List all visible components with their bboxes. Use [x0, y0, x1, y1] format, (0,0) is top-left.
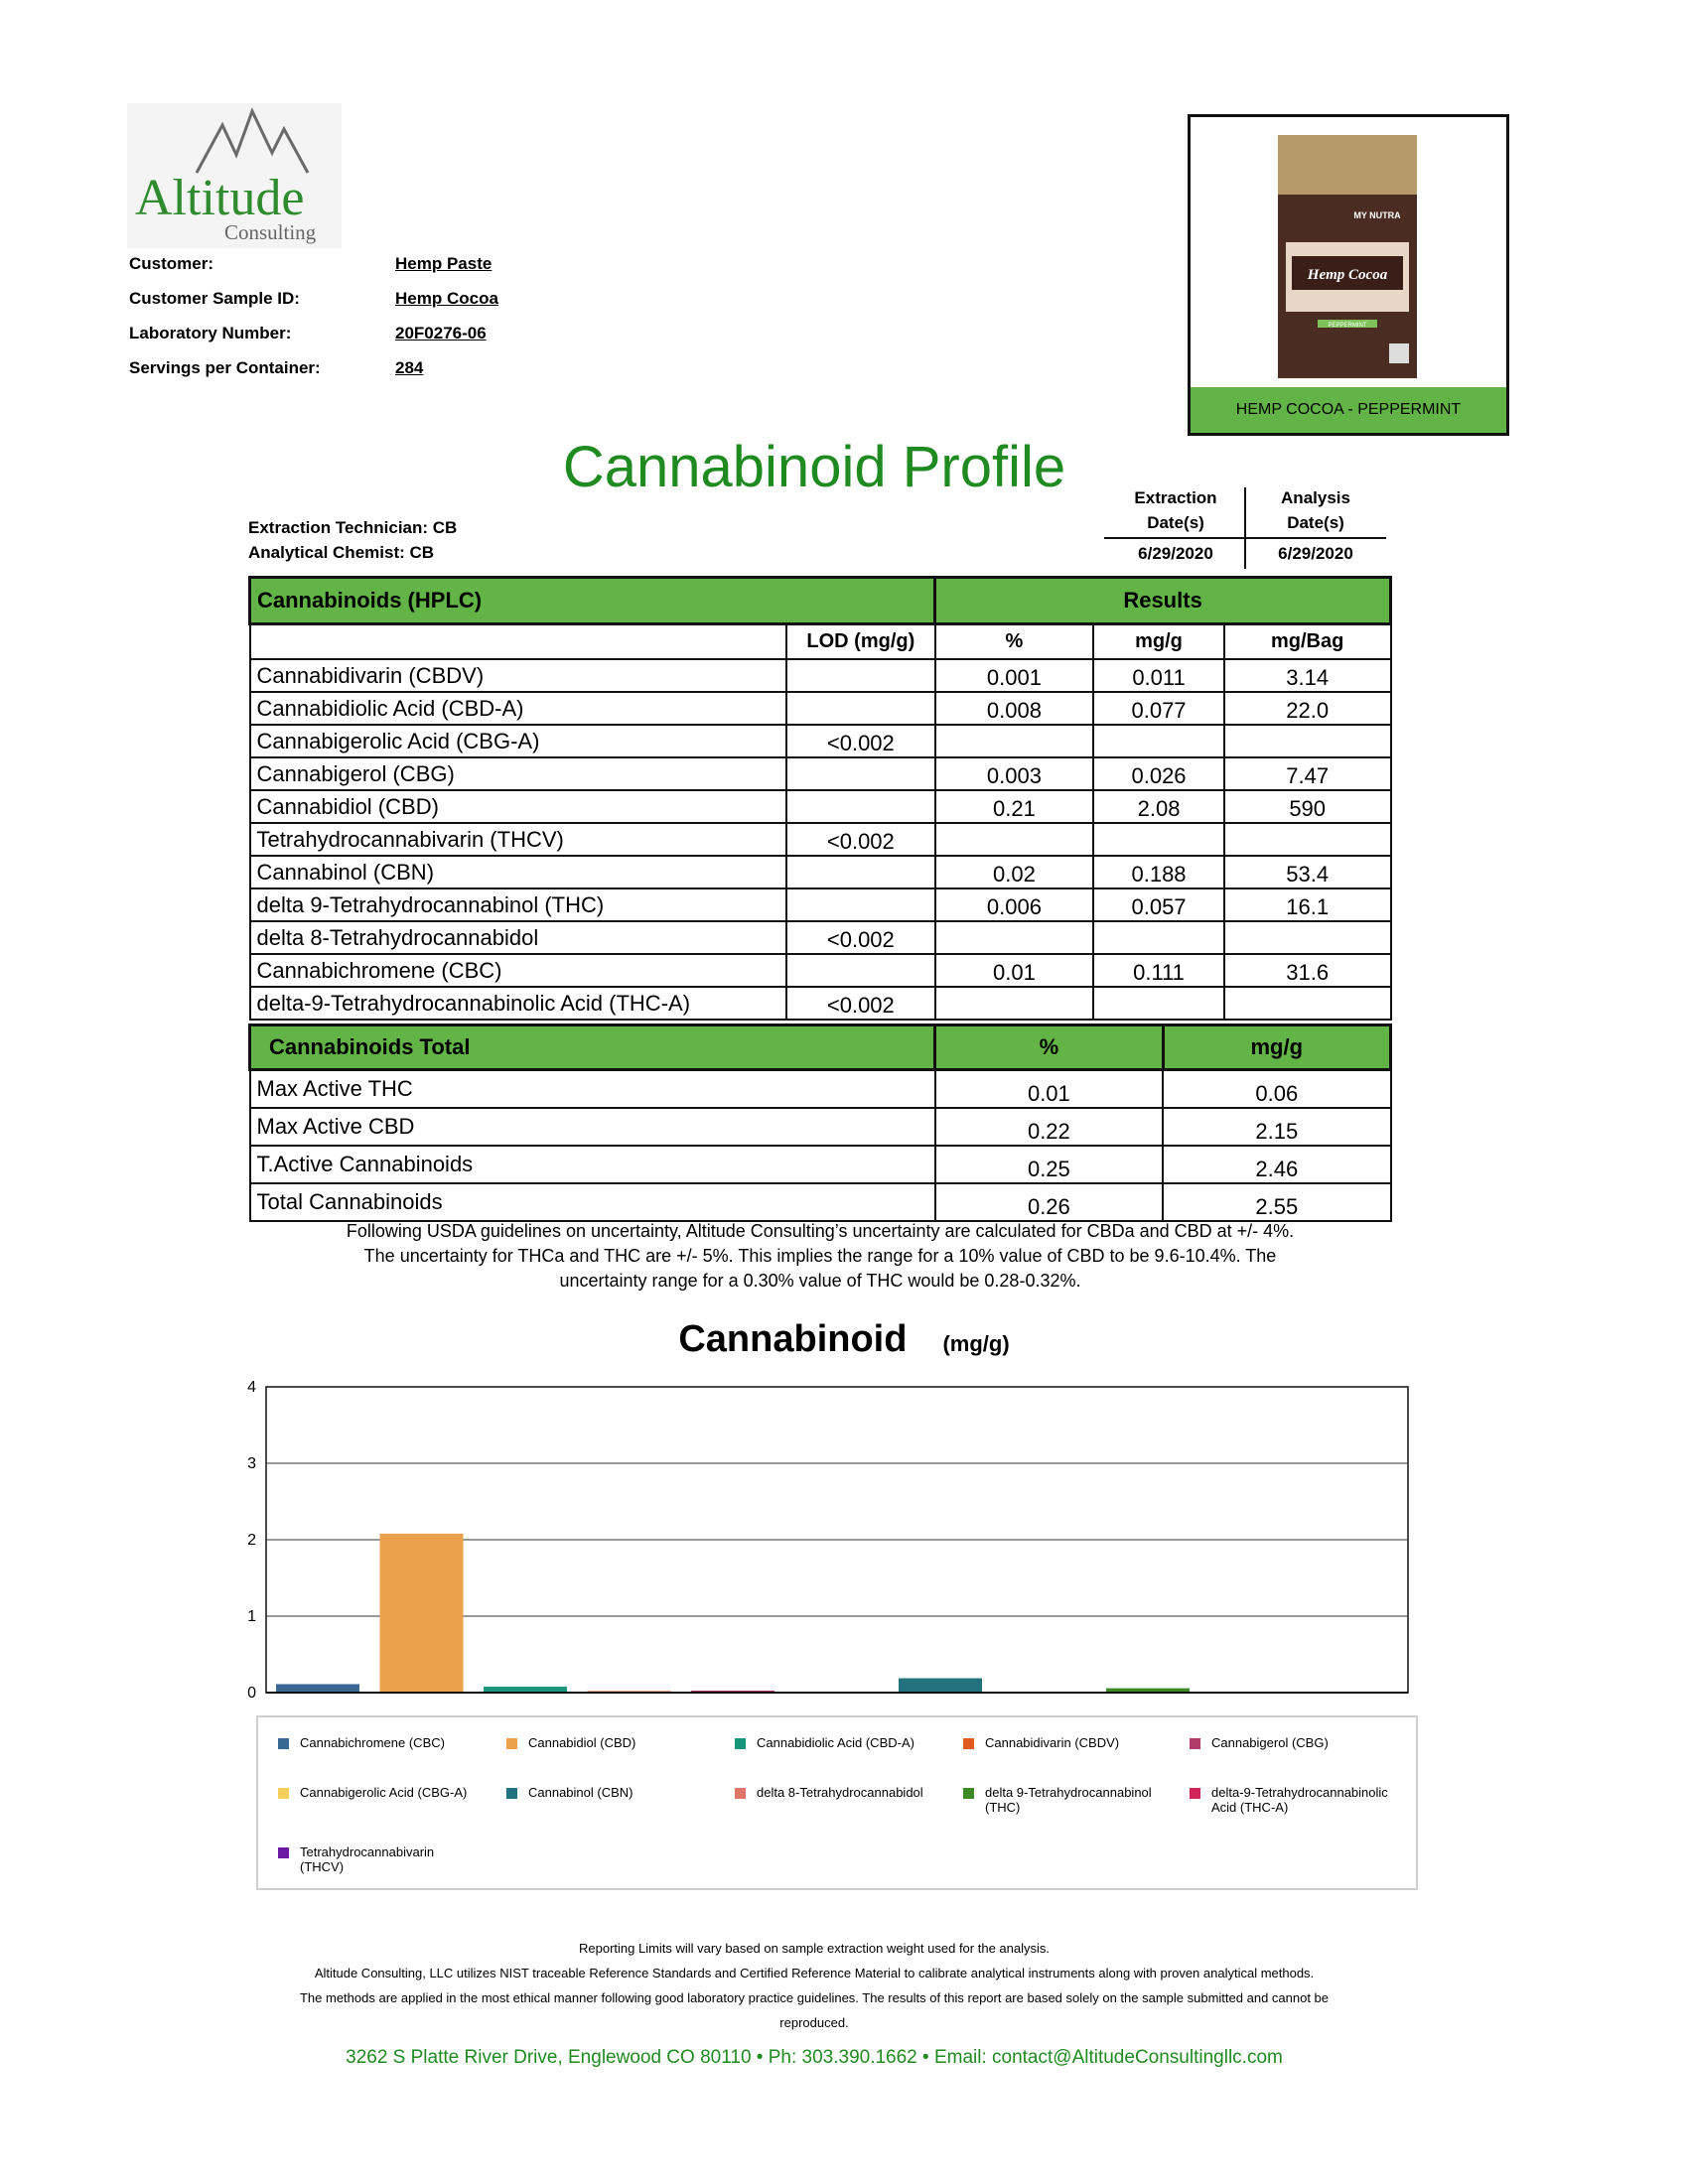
total-percent: 0.01: [935, 1070, 1163, 1109]
mountain-icon: [193, 107, 312, 177]
total-name: Max Active THC: [250, 1070, 935, 1109]
table-header-row: [250, 578, 1391, 624]
footer-address: 3262 S Platte River Drive, Englewood CO 80110 • Ph: 303.390.1662 • Email: contact@AltitudeConsultingllc.com: [346, 2047, 1283, 2068]
chart-units: (mg/g): [942, 1331, 1010, 1356]
y-tick-label: 0: [247, 1685, 256, 1702]
legend-label: [528, 1735, 635, 1750]
mg-per-bag-value: [1224, 921, 1391, 954]
legend-label-line: Cannabichromene (CBC): [300, 1735, 445, 1750]
lod-value: <0.002: [786, 725, 935, 757]
lod-value: [786, 856, 935, 888]
legend-swatch: [506, 1738, 517, 1749]
legend-label-line: Cannabigerolic Acid (CBG-A): [300, 1785, 468, 1800]
cannabinoids-totals-table: [248, 1024, 1392, 1222]
totals-header-pct: %: [935, 1025, 1163, 1070]
total-mg-per-g: 2.15: [1163, 1108, 1390, 1146]
mg-per-bag-value: 22.0: [1224, 692, 1391, 725]
mg-per-bag-value: 31.6: [1224, 954, 1391, 987]
percent-value: 0.02: [935, 856, 1094, 888]
legend-swatch: [278, 1847, 289, 1858]
mg-per-g-value: 0.077: [1093, 692, 1224, 725]
legend-label-line: Tetrahydrocannabivarin: [300, 1844, 435, 1859]
table-row: [250, 790, 1391, 823]
cannabinoid-name: delta 8-Tetrahydrocannabidol: [250, 921, 787, 954]
percent-value: [935, 725, 1094, 757]
percent-value: 0.001: [935, 659, 1094, 692]
y-tick-label: 4: [247, 1379, 256, 1396]
cannabinoid-name: Cannabigerol (CBG): [250, 757, 787, 790]
product-caption: HEMP COCOA - PEPPERMINT: [1191, 387, 1506, 433]
table-row: [250, 725, 1391, 757]
totals-header-mgg: mg/g: [1163, 1025, 1390, 1070]
table-row: [250, 659, 1391, 692]
mg-per-bag-value: [1224, 987, 1391, 1020]
percent-value: 0.006: [935, 888, 1094, 921]
mg-per-g-value: 0.188: [1093, 856, 1224, 888]
cannabinoid-name: Tetrahydrocannabivarin (THCV): [250, 823, 787, 856]
legend-label: [985, 1735, 1119, 1750]
bag-brand: MY NUTRA: [1353, 210, 1401, 220]
uncertainty-note: [298, 1219, 1342, 1294]
mg-per-g-value: [1093, 725, 1224, 757]
legend-label-line: Acid (THC-A): [1211, 1800, 1289, 1815]
legend-swatch: [735, 1788, 746, 1799]
table-row: [250, 856, 1391, 888]
table-row: [250, 823, 1391, 856]
lod-value: [786, 790, 935, 823]
total-mg-per-g: 2.46: [1163, 1146, 1390, 1183]
legend-swatch: [278, 1738, 289, 1749]
total-mg-per-g: 2.55: [1163, 1183, 1390, 1221]
company-logo: [127, 103, 342, 248]
totals-row: [250, 1108, 1391, 1146]
lod-value: [786, 757, 935, 790]
mg-per-g-value: 0.026: [1093, 757, 1224, 790]
mg-per-g-value: 0.057: [1093, 888, 1224, 921]
percent-value: [935, 823, 1094, 856]
totals-row: [250, 1183, 1391, 1221]
column-header-mgbag: mg/Bag: [1224, 624, 1391, 660]
chart-legend: [256, 1715, 1418, 1890]
cannabinoid-name: Cannabidiolic Acid (CBD-A): [250, 692, 787, 725]
legend-label: [757, 1735, 914, 1750]
analysis-date-label: [1245, 485, 1386, 535]
chart-title: [0, 1318, 1688, 1361]
legend-label: [300, 1844, 434, 1874]
lab-number-label: Laboratory Number:: [129, 324, 292, 342]
legend-label: [300, 1785, 467, 1800]
percent-value: [935, 987, 1094, 1020]
legend-label-line: delta 9-Tetrahydrocannabinol: [985, 1785, 1152, 1800]
chart-title-text: Cannabinoid: [678, 1318, 908, 1360]
note-line-2: The uncertainty for THCa and THC are +/- 5%. This implies the range for a 10% value of CBD to be 9.6-10.4%. The: [363, 1246, 1277, 1266]
total-percent: 0.25: [935, 1146, 1163, 1183]
lod-value: <0.002: [786, 987, 935, 1020]
table-row: [250, 888, 1391, 921]
lod-value: <0.002: [786, 823, 935, 856]
mg-per-bag-value: 7.47: [1224, 757, 1391, 790]
y-tick-label: 1: [247, 1608, 256, 1625]
legend-swatch: [506, 1788, 517, 1799]
cannabinoid-name: Cannabidivarin (CBDV): [250, 659, 787, 692]
footer-line-3: The methods are applied in the most ethical manner following good laboratory practice guidelines. The results of this report are based solely on the sample submitted and cannot be: [299, 1990, 1330, 2005]
legend-label-line: Cannabinol (CBN): [528, 1785, 633, 1800]
table-row: [250, 757, 1391, 790]
total-percent: 0.26: [935, 1183, 1163, 1221]
customer-label: Customer:: [129, 254, 214, 273]
table-header-results: Results: [935, 578, 1391, 624]
customer-value: Hemp Paste: [395, 254, 492, 273]
y-tick-label: 2: [247, 1532, 256, 1549]
servings-label: Servings per Container:: [129, 358, 321, 377]
column-header-mgg: mg/g: [1093, 624, 1224, 660]
bag-flavor: PEPPERMINT: [1328, 323, 1367, 329]
note-line-3: uncertainty range for a 0.30% value of THC would be 0.28-0.32%.: [559, 1271, 1081, 1291]
lod-value: [786, 888, 935, 921]
total-name: Total Cannabinoids: [250, 1183, 935, 1221]
analysis-label-line1: Analysis: [1281, 488, 1350, 507]
legend-label: [985, 1785, 1152, 1815]
analytical-chemist: Analytical Chemist: CB: [248, 543, 435, 562]
mg-per-g-value: [1093, 921, 1224, 954]
totals-row: [250, 1146, 1391, 1183]
column-header-pct: %: [935, 624, 1094, 660]
footer-line-4: reproduced.: [779, 2015, 849, 2030]
page-title: Cannabinoid Profile: [562, 435, 1066, 499]
bag-name: Hemp Cocoa: [1307, 267, 1388, 283]
servings-value: 284: [395, 358, 424, 377]
mg-per-bag-value: 3.14: [1224, 659, 1391, 692]
sample-id-label: Customer Sample ID:: [129, 289, 300, 308]
extraction-date-label: [1104, 485, 1247, 535]
logo-subtitle: Consulting: [224, 220, 317, 244]
total-name: Max Active CBD: [250, 1108, 935, 1146]
lod-value: <0.002: [786, 921, 935, 954]
legend-label-line: Cannabidivarin (CBDV): [985, 1735, 1120, 1750]
lod-value: [786, 954, 935, 987]
total-mg-per-g: 0.06: [1163, 1070, 1390, 1109]
mg-per-bag-value: 16.1: [1224, 888, 1391, 921]
percent-value: [935, 921, 1094, 954]
cannabinoid-name: Cannabigerolic Acid (CBG-A): [250, 725, 787, 757]
legend-label-line: (THCV): [300, 1859, 345, 1874]
totals-row: [250, 1070, 1391, 1109]
percent-value: 0.008: [935, 692, 1094, 725]
table-row: [250, 692, 1391, 725]
legend-label: [1211, 1785, 1388, 1815]
total-name: T.Active Cannabinoids: [250, 1146, 935, 1183]
column-header-name: [250, 624, 787, 660]
legend-swatch: [963, 1738, 974, 1749]
mg-per-g-value: 0.111: [1093, 954, 1224, 987]
extraction-label-line1: Extraction: [1134, 488, 1217, 507]
lod-value: [786, 692, 935, 725]
extraction-label-line2: Date(s): [1147, 513, 1204, 532]
legend-swatch: [735, 1738, 746, 1749]
legend-swatch: [1190, 1788, 1200, 1799]
cannabinoid-name: Cannabinol (CBN): [250, 856, 787, 888]
legend-swatch: [1190, 1738, 1200, 1749]
legend-label: [1211, 1735, 1329, 1750]
extraction-date: 6/29/2020: [1138, 544, 1213, 563]
analysis-label-line2: Date(s): [1287, 513, 1344, 532]
footer-line-2: Altitude Consulting, LLC utilizes NIST traceable Reference Standards and Certified Reference Material to calibrate analytical instruments along with proven analytical methods.: [314, 1966, 1315, 1980]
sample-id-value: Hemp Cocoa: [395, 289, 498, 308]
legend-label-line: Cannabidiol (CBD): [528, 1735, 636, 1750]
table-row: [250, 987, 1391, 1020]
y-tick-label: 3: [247, 1455, 256, 1472]
cannabinoid-name: Cannabidiol (CBD): [250, 790, 787, 823]
analysis-date: 6/29/2020: [1278, 544, 1353, 563]
mg-per-bag-value: 590: [1224, 790, 1391, 823]
mg-per-g-value: [1093, 987, 1224, 1020]
bar: [380, 1534, 464, 1693]
cannabinoid-name: delta-9-Tetrahydrocannabinolic Acid (THC-A): [250, 987, 787, 1020]
legend-label: [300, 1735, 445, 1750]
column-header-lod: LOD (mg/g): [786, 624, 935, 660]
cannabinoid-bar-chart: [234, 1375, 1426, 1703]
mg-per-bag-value: [1224, 823, 1391, 856]
table-row: [250, 921, 1391, 954]
mg-per-g-value: 2.08: [1093, 790, 1224, 823]
totals-header-row: [250, 1025, 1391, 1070]
legend-label: [757, 1785, 923, 1800]
table-row: [250, 954, 1391, 987]
product-image-box: [1188, 114, 1509, 436]
mg-per-g-value: [1093, 823, 1224, 856]
percent-value: 0.003: [935, 757, 1094, 790]
legend-swatch: [278, 1788, 289, 1799]
mg-per-bag-value: [1224, 725, 1391, 757]
totals-header-title: Cannabinoids Total: [250, 1025, 935, 1070]
column-header-row: [250, 624, 1391, 660]
percent-value: 0.01: [935, 954, 1094, 987]
legend-label-line: Cannabigerol (CBG): [1211, 1735, 1329, 1750]
percent-value: 0.21: [935, 790, 1094, 823]
legend-label-line: delta 8-Tetrahydrocannabidol: [757, 1785, 923, 1800]
cannabinoids-results-table: [248, 576, 1392, 1021]
bar: [899, 1679, 982, 1693]
cannabinoid-name: delta 9-Tetrahydrocannabinol (THC): [250, 888, 787, 921]
extraction-technician: Extraction Technician: CB: [248, 518, 458, 537]
bar: [276, 1684, 359, 1693]
mg-per-g-value: 0.011: [1093, 659, 1224, 692]
legend-label: [528, 1785, 633, 1800]
mg-per-bag-value: 53.4: [1224, 856, 1391, 888]
legend-label-line: Cannabidiolic Acid (CBD-A): [757, 1735, 914, 1750]
legend-label-line: (THC): [985, 1800, 1021, 1815]
footer-line-1: Reporting Limits will vary based on sample extraction weight used for the analysis.: [578, 1941, 1050, 1956]
lod-value: [786, 659, 935, 692]
cannabinoid-name: Cannabichromene (CBC): [250, 954, 787, 987]
product-bag-image: [1278, 135, 1417, 378]
legend-swatch: [963, 1788, 974, 1799]
lab-number-value: 20F0276-06: [395, 324, 487, 342]
table-header-title: Cannabinoids (HPLC): [250, 578, 935, 624]
total-percent: 0.22: [935, 1108, 1163, 1146]
legend-label-line: delta-9-Tetrahydrocannabinolic: [1211, 1785, 1388, 1800]
logo-wordmark: Altitude: [135, 170, 305, 226]
note-line-1: Following USDA guidelines on uncertainty, Altitude Consulting’s uncertainty are calculated for CBDa and CBD at +/- 4%.: [346, 1221, 1295, 1241]
